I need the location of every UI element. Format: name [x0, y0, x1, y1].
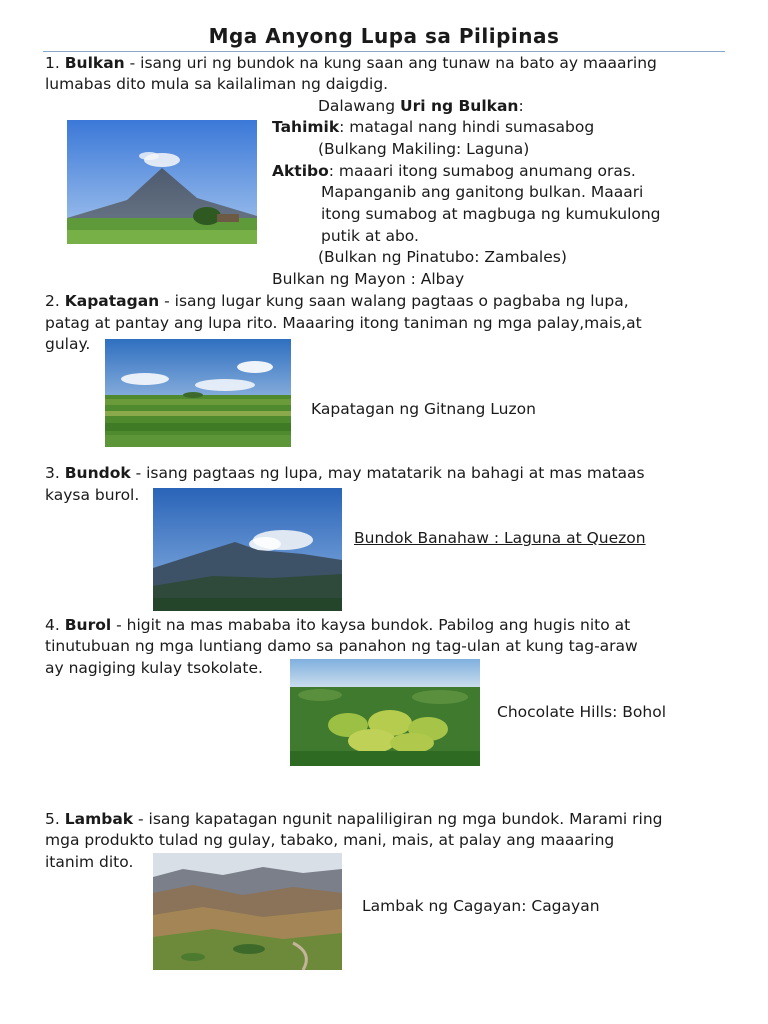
- bulkan-definition-line1: 1. Bulkan - isang uri ng bundok na kung saan ang tunaw na bato ay maaaring: [45, 54, 657, 72]
- kapatagan-definition-line2: patag at pantay ang lupa rito. Maaaring itong taniman ng mga palay,mais,at: [45, 314, 642, 332]
- bulkan-caption: Bulkan ng Mayon : Albay: [272, 270, 465, 288]
- mountain-photo: [153, 488, 342, 611]
- bundok-caption: Bundok Banahaw : Laguna at Quezon: [354, 529, 646, 547]
- bundok-definition-line1: 3. Bundok - isang pagtaas ng lupa, may matatarik na bahagi at mas mataas: [45, 464, 645, 482]
- lambak-caption: Lambak ng Cagayan: Cagayan: [362, 897, 600, 915]
- aktibo-line4: putik at abo.: [321, 227, 419, 245]
- lambak-definition-line3: itanim dito.: [45, 853, 134, 871]
- kapatagan-definition-line3: gulay.: [45, 335, 91, 353]
- burol-definition-line3: ay nagiging kulay tsokolate.: [45, 659, 263, 677]
- bulkan-types-heading: Dalawang Uri ng Bulkan:: [318, 97, 524, 115]
- aktibo-line: Aktibo: maaari itong sumabog anumang oras.: [272, 162, 636, 180]
- burol-caption: Chocolate Hills: Bohol: [497, 703, 667, 721]
- plains-photo: [105, 339, 291, 447]
- burol-definition-line1: 4. Burol - higit na mas mababa ito kaysa bundok. Pabilog ang hugis nito at: [45, 616, 631, 634]
- tahimik-example: (Bulkang Makiling: Laguna): [318, 140, 530, 158]
- chocolate-hills-photo: [290, 659, 480, 766]
- kapatagan-caption: Kapatagan ng Gitnang Luzon: [311, 400, 536, 418]
- valley-photo: [153, 853, 342, 970]
- aktibo-line2: Mapanganib ang ganitong bulkan. Maaari: [321, 183, 644, 201]
- page-title: Mga Anyong Lupa sa Pilipinas: [208, 24, 560, 48]
- title-divider: [43, 51, 725, 52]
- burol-definition-line2: tinutubuan ng mga luntiang damo sa panahon ng tag-ulan at kung tag-araw: [45, 637, 638, 655]
- aktibo-example: (Bulkan ng Pinatubo: Zambales): [318, 248, 567, 266]
- aktibo-line3: itong sumabog at magbuga ng kumukulong: [321, 205, 661, 223]
- lambak-definition-line1: 5. Lambak - isang kapatagan ngunit napaliligiran ng mga bundok. Marami ring: [45, 810, 663, 828]
- kapatagan-definition-line1: 2. Kapatagan - isang lugar kung saan walang pagtaas o pagbaba ng lupa,: [45, 292, 629, 310]
- tahimik-line: Tahimik: matagal nang hindi sumasabog: [272, 118, 595, 136]
- bulkan-definition-line2: lumabas dito mula sa kailaliman ng daigdig.: [45, 75, 389, 93]
- lambak-definition-line2: mga produkto tulad ng gulay, tabako, mani, mais, at palay ang maaaring: [45, 831, 615, 849]
- volcano-photo: [67, 120, 257, 244]
- bundok-definition-line2: kaysa burol.: [45, 486, 140, 504]
